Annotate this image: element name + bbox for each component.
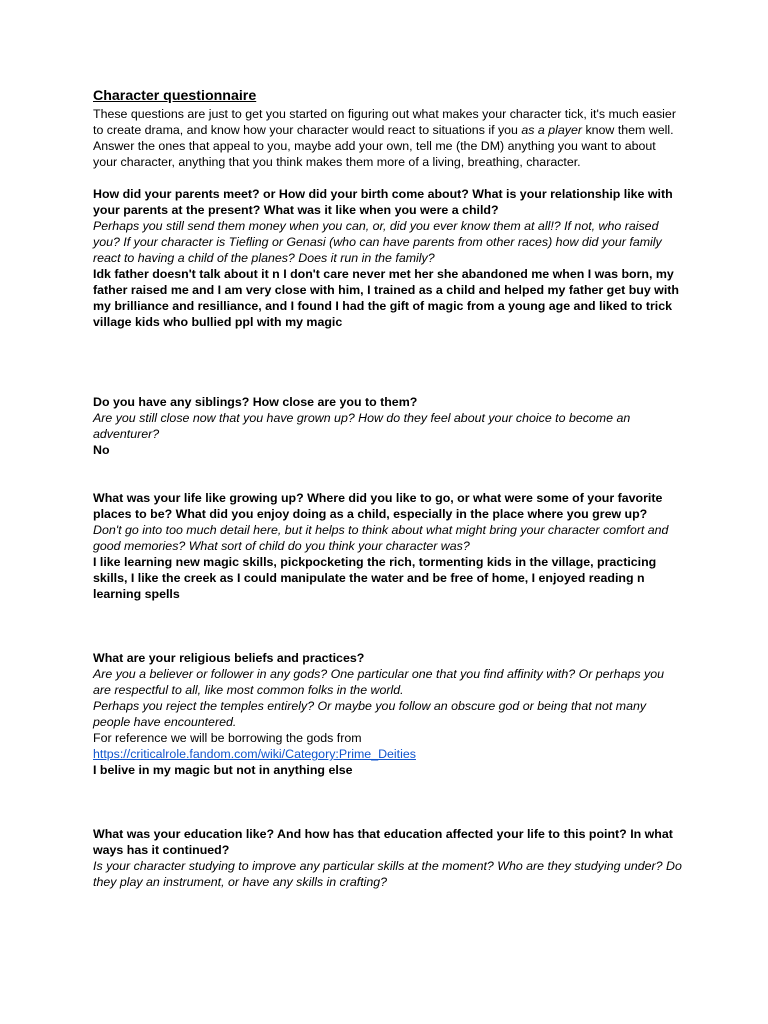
spacer [93,778,683,826]
intro-emphasis: as a player [521,123,583,137]
prompt-siblings: Are you still close now that you have grown up? How do they feel about your choice to become an adventurer? [93,411,631,441]
spacer [93,602,683,650]
page-title: Character questionnaire [93,88,257,104]
prompt-religion-2: Perhaps you reject the temples entirely? Or maybe you follow an obscure god or being that not many people have encountered. [93,699,647,729]
intro-paragraph-2: Answer the ones that appeal to you, maybe add your own, tell me (the DM) anything you want to about your character, anything that you think makes them more of a living, breathing, character. [93,139,656,169]
spacer [93,330,683,394]
intro-paragraph-1 [93,106,683,138]
section-childhood [93,490,683,602]
intro-text-2: know them well. [582,123,674,137]
question-education: What was your education like? And how has that education affected your life to this point? In what ways has it continued? [93,827,673,857]
section-religion [93,650,683,778]
section-siblings [93,394,683,458]
spacer [93,170,683,186]
prompt-childhood: Don't go into too much detail here, but it helps to think about what might bring your character comfort and good memories? What sort of child do you think your character was? [93,523,669,553]
question-childhood: What was your life like growing up? Where did you like to go, or what were some of your favorite places to be? What did you enjoy doing as a child, especially in the place where you grew up? [93,491,663,521]
prompt-parents: Perhaps you still send them money when you can, or, did you ever know them at all!? If not, who raised you? If your character is Tiefling or Genasi (who can have parents from other races) how did your family react to having a child of the planes? Does it run in the family? [93,219,662,265]
intro [93,106,683,170]
question-religion: What are your religious beliefs and practices? [93,651,365,665]
document-page [93,86,683,890]
section-education [93,826,683,890]
reference-text: For reference we will be borrowing the gods from [93,731,362,745]
prompt-religion: Are you a believer or follower in any gods? One particular one that you find affinity with? Or perhaps you are respectful to all, like most common folks in the world. [93,667,664,697]
question-parents: How did your parents meet? or How did your birth come about? What is your relationship like with your parents at the present? What was it like when you were a child? [93,187,673,217]
deities-link[interactable]: https://criticalrole.fandom.com/wiki/Category:Prime_Deities [93,747,416,761]
answer-religion: I belive in my magic but not in anything else [93,763,353,777]
prompt-education: Is your character studying to improve any particular skills at the moment? Who are they studying under? Do they play an instrument, or have any skills in crafting? [93,859,682,889]
intro-text-1: These questions are just to get you started on figuring out what makes your character tick, it's much easier to create drama, and know how your character would react to situations if you [93,107,676,137]
answer-parents: Idk father doesn't talk about it n I don't care never met her she abandoned me when I was born, my father raised me and I am very close with him, I trained as a child and helped my father get buy with my brilliance and resilliance, and I found I had the gift of magic from a young age and liked to trick village kids who bullied ppl with my magic [93,267,679,329]
section-parents [93,186,683,330]
spacer [93,458,683,490]
answer-siblings: No [93,443,110,457]
question-siblings: Do you have any siblings? How close are you to them? [93,395,418,409]
answer-childhood: I like learning new magic skills, pickpocketing the rich, tormenting kids in the village, practicing skills, I like the creek as I could manipulate the water and be free of home, I enjoyed reading n learning spells [93,555,657,601]
